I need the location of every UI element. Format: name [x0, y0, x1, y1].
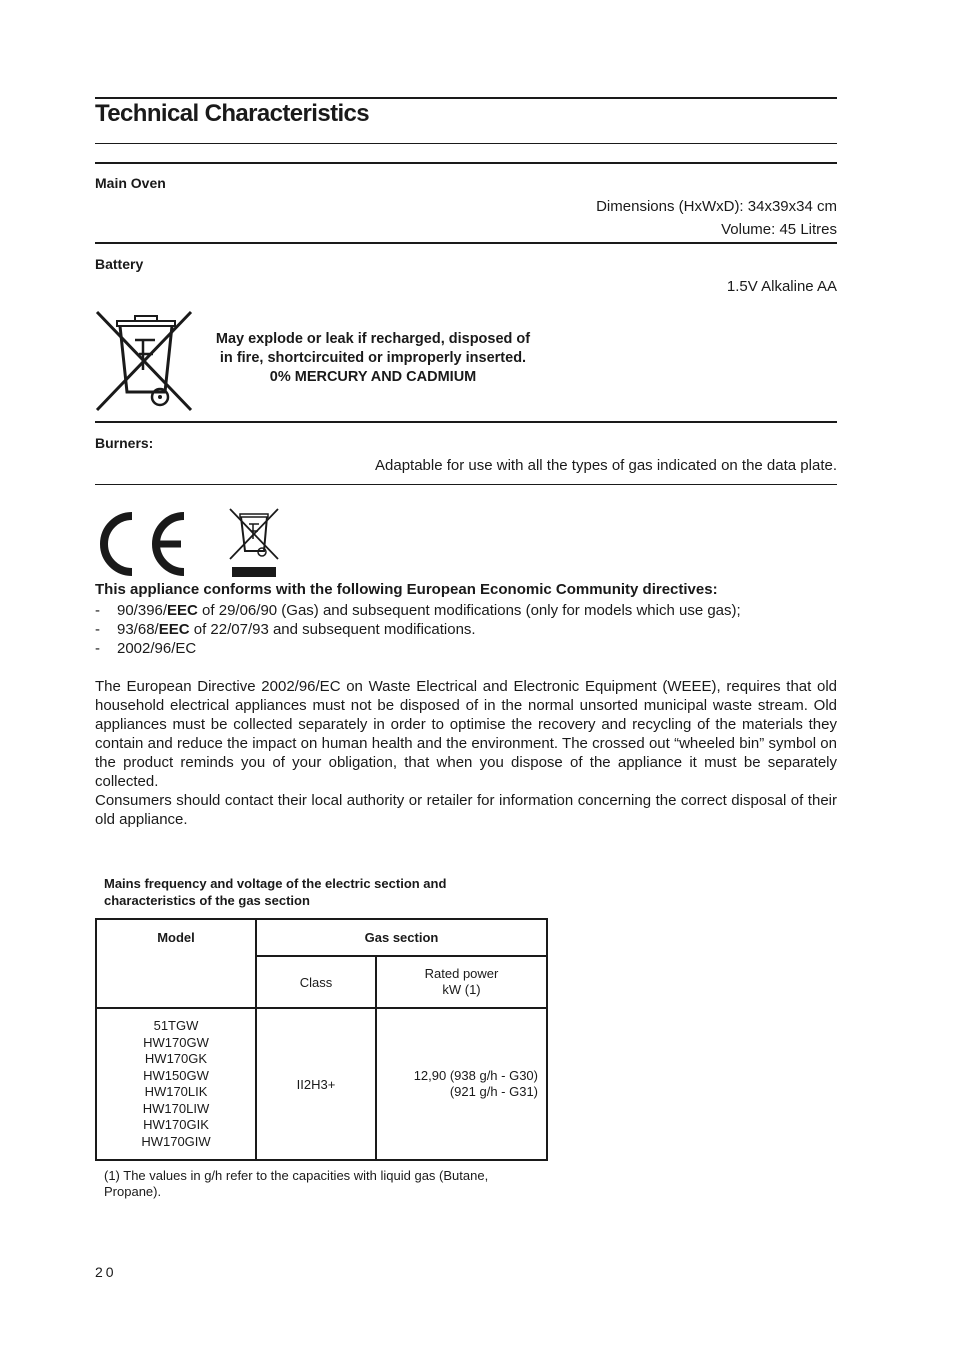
- model-name: HW170LIK: [144, 1084, 208, 1099]
- directive-eec: EEC: [167, 602, 198, 619]
- table-header-power: [376, 956, 547, 1008]
- table-cell-models: [96, 1008, 256, 1160]
- main-oven-heading: Main Oven: [95, 175, 166, 191]
- directives-list: [95, 601, 741, 658]
- table-caption: Mains frequency and voltage of the electric section and characteristics of the gas section: [104, 876, 447, 908]
- battery-warning-line: in fire, shortcircuited or improperly inserted.: [219, 350, 527, 366]
- page-number: 20: [95, 1264, 117, 1280]
- model-name: HW150GW: [143, 1067, 209, 1083]
- section-rule: [95, 421, 837, 423]
- model-name: HW170GK: [144, 1051, 208, 1066]
- directive-text: of 22/07/93 and subsequent modifications.: [189, 621, 476, 638]
- weee-paragraph: The European Directive 2002/96/EC on Waste Electrical and Electronic Equipment (WEEE), requires that old household electrical appliances must not be disposed of in the normal unsorted municipal waste stream. Old appliances must be collected separately in order to optimise the recovery and recycling of the materials they contain and reduce the impact on human health and the environment. The crossed out “wheeled bin” symbol on the product reminds you of your obligation, that when you dispose of the appliance it must be separately collected.: [95, 678, 837, 790]
- title-bottom-rule: [95, 143, 837, 144]
- table-header-gas: Gas section: [256, 919, 547, 956]
- section-rule: [95, 484, 837, 485]
- directive-code: 2002/96/EC: [117, 640, 197, 657]
- table-header-power-label: Rated power: [424, 966, 499, 981]
- gas-section-table: [95, 918, 548, 1161]
- power-value: 12,90 (938 g/h - G30): [413, 1068, 538, 1083]
- directives-heading: This appliance conforms with the following European Economic Community directives:: [95, 581, 718, 598]
- directive-eec: EEC: [158, 621, 190, 638]
- table-header-model: Model: [96, 919, 256, 1008]
- directive-item: [95, 620, 741, 639]
- battery-type: 1.5V Alkaline AA: [726, 278, 837, 295]
- title-top-rule: [95, 97, 837, 99]
- directive-code: 90/396/: [117, 602, 168, 619]
- weee-text: [95, 677, 837, 829]
- page-title: Technical Characteristics: [95, 100, 370, 127]
- directive-code: 93/68/: [117, 621, 159, 638]
- burners-text: Adaptable for use with all the types of gas indicated on the data plate.: [375, 457, 837, 474]
- model-name: HW170GW: [143, 1034, 209, 1050]
- table-cell-class: II2H3+: [256, 1008, 376, 1160]
- table-header-power-unit: kW (1): [442, 982, 481, 997]
- section-rule: [95, 162, 837, 164]
- crossed-bin-icon: [95, 310, 195, 412]
- table-footnote: (1) The values in g/h refer to the capacities with liquid gas (Butane, Propane).: [104, 1168, 489, 1199]
- battery-warning-line: May explode or leak if recharged, disposed of: [215, 331, 531, 347]
- model-name: HW170GIW: [141, 1133, 211, 1149]
- model-name: HW170LIW: [142, 1100, 210, 1116]
- burners-heading: Burners:: [95, 435, 154, 451]
- ce-mark-icon: [95, 509, 191, 579]
- directive-text: of 29/06/90 (Gas) and subsequent modifications (only for models which use gas);: [197, 602, 741, 619]
- model-name: HW170GIK: [143, 1117, 209, 1132]
- directive-item: [95, 601, 741, 620]
- table-header-class: Class: [256, 956, 376, 1008]
- battery-heading: Battery: [95, 256, 144, 272]
- weee-paragraph: Consumers should contact their local authority or retailer for information concerning the correct disposal of their old appliance.: [95, 792, 837, 828]
- weee-bin-icon: [228, 507, 280, 579]
- directive-item: [95, 639, 741, 658]
- oven-dimensions: Dimensions (HxWxD): 34x39x34 cm: [596, 198, 837, 215]
- oven-volume: Volume: 45 Litres: [721, 221, 837, 238]
- power-value: (921 g/h - G31): [449, 1084, 538, 1099]
- section-rule: [95, 242, 837, 244]
- battery-warning-line: 0% MERCURY AND CADMIUM: [269, 369, 477, 385]
- table-cell-power: [376, 1008, 547, 1160]
- battery-warning: [201, 330, 545, 387]
- model-name: 51TGW: [153, 1018, 199, 1033]
